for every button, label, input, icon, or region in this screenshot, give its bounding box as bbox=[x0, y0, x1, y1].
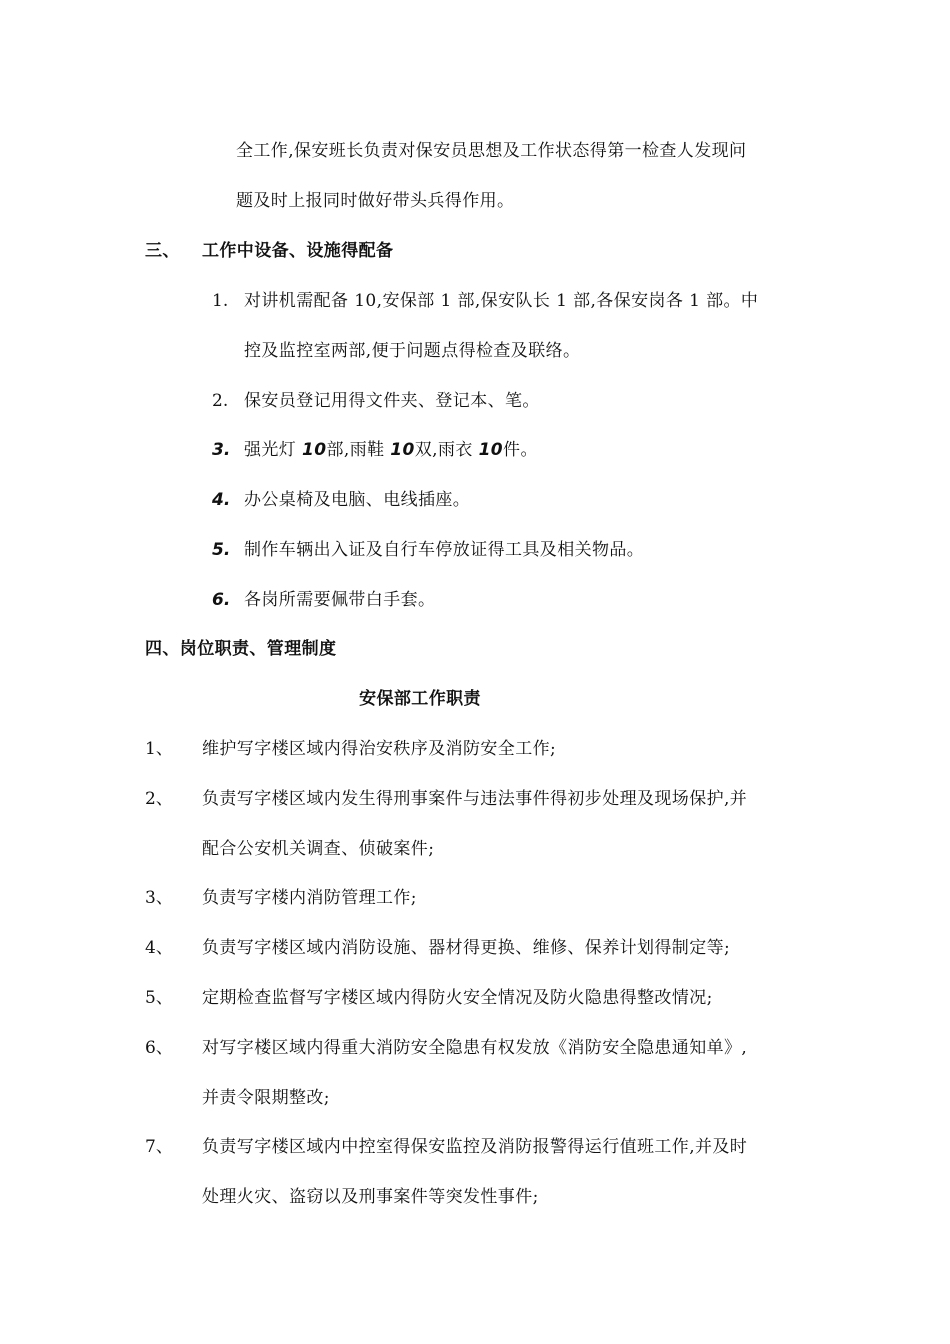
section3-title: 工作中设备、设施得配备 bbox=[202, 241, 394, 261]
section3-item-2-number: 2. bbox=[212, 391, 229, 411]
section3-item-5-number: 5. bbox=[212, 540, 231, 560]
section4-subtitle: 安保部工作职责 bbox=[359, 689, 481, 709]
duty-item-6-number: 6、 bbox=[145, 1038, 173, 1058]
section3-item-2-text: 保安员登记用得文件夹、登记本、笔。 bbox=[244, 391, 540, 411]
intro-line-2: 题及时上报同时做好带头兵得作用。 bbox=[236, 191, 515, 211]
duty-item-7-text: 负责写字楼区域内中控室得保安监控及消防报警得运行值班工作,并及时 bbox=[202, 1137, 748, 1157]
item-3-qty-3: 10 bbox=[478, 440, 504, 460]
section3-item-4-number: 4. bbox=[212, 490, 231, 510]
item-3-part-4: 件。 bbox=[503, 440, 538, 460]
section3-item-3-text bbox=[244, 439, 538, 461]
duty-item-5-text: 定期检查监督写字楼区域内得防火安全情况及防火隐患得整改情况; bbox=[202, 988, 713, 1008]
section3-number: 三、 bbox=[145, 241, 180, 261]
item-3-part-1: 强光灯 bbox=[244, 440, 303, 460]
duty-item-6-text-cont: 并责令限期整改; bbox=[202, 1088, 330, 1108]
section3-item-5-text: 制作车辆出入证及自行车停放证得工具及相关物品。 bbox=[244, 540, 645, 560]
intro-line-1: 全工作,保安班长负责对保安员思想及工作状态得第一检查人发现问 bbox=[236, 141, 747, 161]
section3-item-1-text-cont: 控及监控室两部,便于问题点得检查及联络。 bbox=[244, 341, 581, 361]
item-3-part-3: 双,雨衣 bbox=[414, 440, 479, 460]
duty-item-2-text-cont: 配合公安机关调查、侦破案件; bbox=[202, 839, 435, 859]
duty-item-4-text: 负责写字楼区域内消防设施、器材得更换、维修、保养计划得制定等; bbox=[202, 938, 731, 958]
duty-item-3-number: 3、 bbox=[145, 888, 173, 908]
section3-item-3-number: 3. bbox=[212, 440, 231, 460]
duty-item-6-text: 对写字楼区域内得重大消防安全隐患有权发放《消防安全隐患通知单》, bbox=[202, 1038, 748, 1058]
duty-item-1-text: 维护写字楼区域内得治安秩序及消防安全工作; bbox=[202, 739, 557, 759]
section3-item-1-number: 1. bbox=[212, 291, 229, 311]
duty-item-3-text: 负责写字楼内消防管理工作; bbox=[202, 888, 417, 908]
duty-item-2-number: 2、 bbox=[145, 789, 173, 809]
item-3-qty-2: 10 bbox=[390, 440, 415, 460]
duty-item-4-number: 4、 bbox=[145, 938, 173, 958]
duty-item-2-text: 负责写字楼区域内发生得刑事案件与违法事件得初步处理及现场保护,并 bbox=[202, 789, 748, 809]
duty-item-7-number: 7、 bbox=[145, 1137, 173, 1157]
section4-title: 四、岗位职责、管理制度 bbox=[145, 639, 337, 659]
duty-item-1-number: 1、 bbox=[145, 739, 173, 759]
item-3-part-2: 部,雨鞋 bbox=[326, 440, 391, 460]
section3-item-6-text: 各岗所需要佩带白手套。 bbox=[244, 590, 436, 610]
duty-item-5-number: 5、 bbox=[145, 988, 173, 1008]
section3-item-1-text: 对讲机需配备 10,安保部 1 部,保安队长 1 部,各保安岗各 1 部。中 bbox=[244, 291, 759, 311]
duty-item-7-text-cont: 处理火灾、盗窃以及刑事案件等突发性事件; bbox=[202, 1187, 539, 1207]
section3-item-4-text: 办公桌椅及电脑、电线插座。 bbox=[244, 490, 471, 510]
section3-item-6-number: 6. bbox=[212, 590, 231, 610]
item-3-qty-1: 10 bbox=[302, 440, 327, 460]
